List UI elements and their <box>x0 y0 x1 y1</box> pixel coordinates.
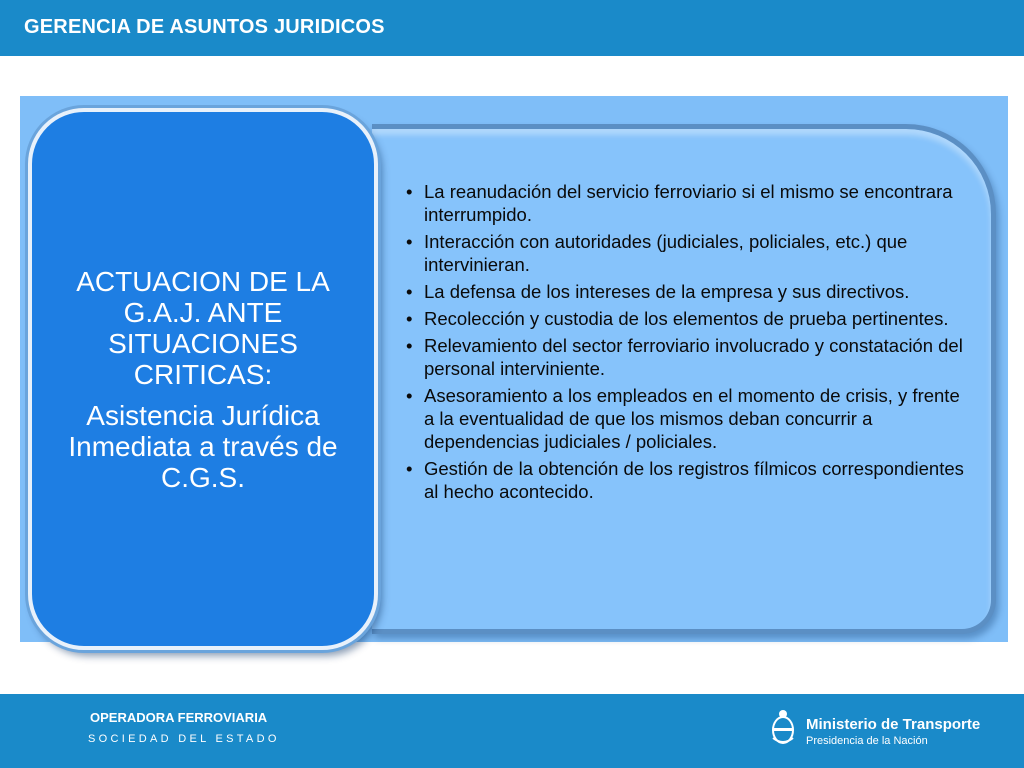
box-subheading: Asistencia Jurídica Inmediata a través de C.G.S. <box>68 399 338 493</box>
bullet-marker: • <box>406 458 413 479</box>
list-item <box>406 457 966 503</box>
list-item <box>406 180 966 226</box>
list-item <box>406 384 966 453</box>
bullet-text: Interacción con autoridades (judiciales, policiales, etc.) que intervinieran. <box>424 231 908 275</box>
bullet-text: Relevamiento del sector ferroviario involucrado y constatación del personal interviniente. <box>424 335 963 379</box>
bullet-marker: • <box>406 335 413 356</box>
bullet-text: La defensa de los intereses de la empresa y sus directivos. <box>424 281 910 302</box>
bullet-marker: • <box>406 231 413 252</box>
bullet-marker: • <box>406 181 413 202</box>
bullet-text: Recolección y custodia de los elementos de prueba pertinentes. <box>424 308 949 329</box>
list-item <box>406 334 966 380</box>
ministry-name: Ministerio de Transporte <box>806 716 981 733</box>
bullet-list <box>406 180 966 507</box>
org-subtitle: SOCIEDAD DEL ESTADO <box>88 733 280 745</box>
ministry-subtitle: Presidencia de la Nación <box>806 735 928 747</box>
title-box <box>28 108 378 650</box>
list-item <box>406 280 966 303</box>
bullet-marker: • <box>406 308 413 329</box>
bullet-text: Asesoramiento a los empleados en el momento de crisis, y frente a la eventualidad de que los mismos deban concurrir a dependencias judiciales / policiales. <box>424 385 960 452</box>
header-bar <box>0 0 1024 56</box>
bullet-marker: • <box>406 281 413 302</box>
coat-of-arms-icon <box>768 708 798 748</box>
list-item <box>406 307 966 330</box>
page-title: GERENCIA DE ASUNTOS JURIDICOS <box>24 16 385 38</box>
bullet-text: Gestión de la obtención de los registros fílmicos correspondientes al hecho acontecido. <box>424 458 964 502</box>
box-heading: ACTUACION DE LA G.A.J. ANTE SITUACIONES CRITICAS: <box>76 265 330 390</box>
bullet-marker: • <box>406 385 413 406</box>
bullet-text: La reanudación del servicio ferroviario si el mismo se encontrara interrumpido. <box>424 181 953 225</box>
org-name: OPERADORA FERROVIARIA <box>90 710 268 725</box>
list-item <box>406 230 966 276</box>
